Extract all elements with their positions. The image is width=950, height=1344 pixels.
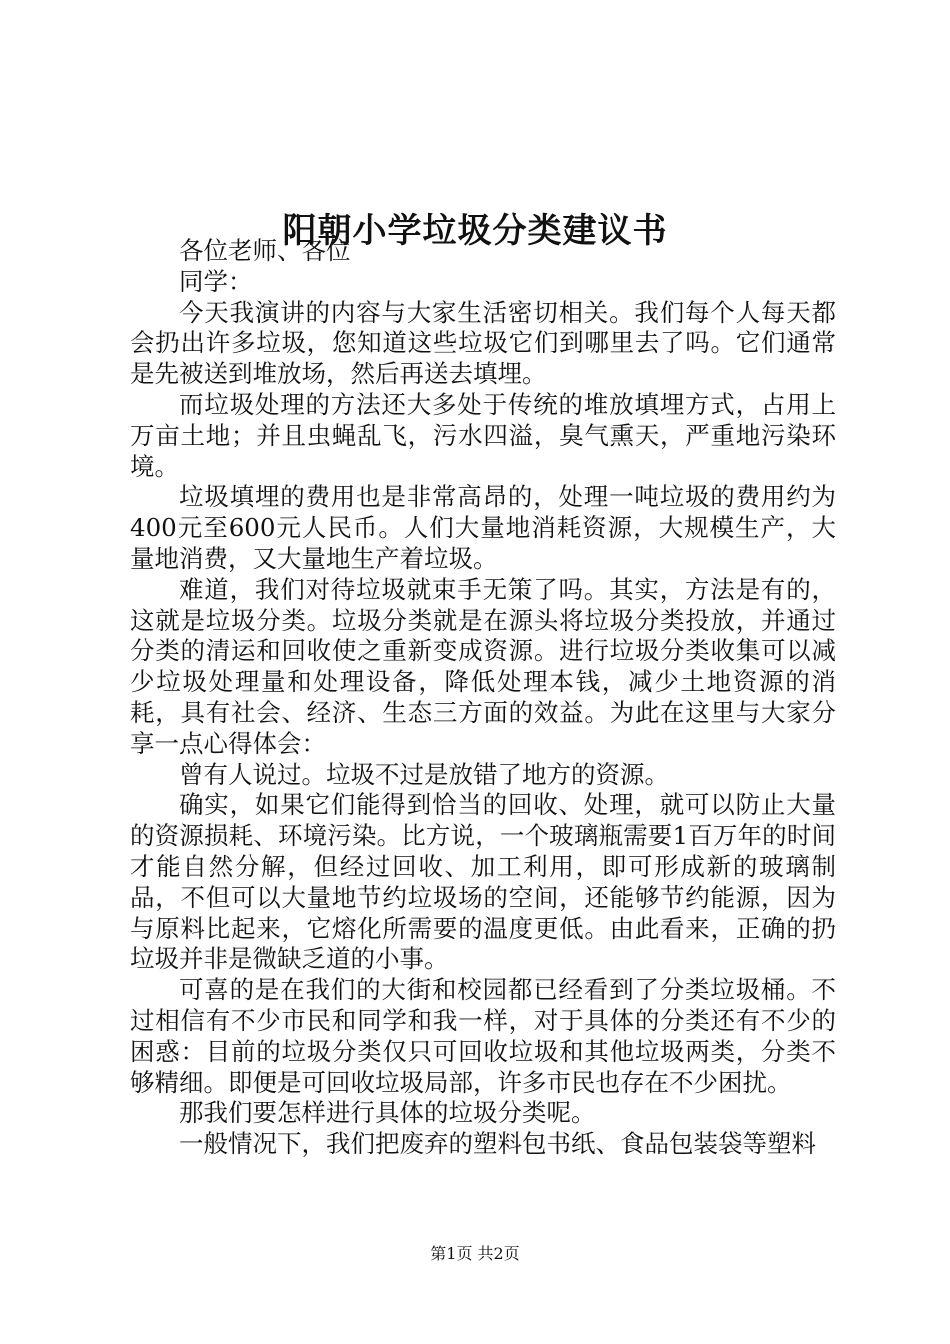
salutation-line-1: 各位老师、各位 xyxy=(179,236,351,265)
paragraph: 一般情况下，我们把废弃的塑料包书纸、食品包装袋等塑料 xyxy=(179,1129,816,1159)
document-title: 阳朝小学垃圾分类建议书 xyxy=(282,210,668,251)
paragraph: 今天我演讲的内容与大家生活密切相关。我们每个人每天都会扔出许多垃圾，您知道这些垃圾它们到哪里去了吗。它们通常是先被送到堆放场，然后再送去填埋。 xyxy=(130,297,836,389)
paragraph: 可喜的是在我们的大街和校园都已经看到了分类垃圾桶。不过相信有不少市民和同学和我一样，对于具体的分类还有不少的困惑：目前的垃圾分类仅只可回收垃圾和其他垃圾两类，分类不够精细。即便是可回收垃圾局部，许多市民也存在不少困扰。 xyxy=(130,975,836,1097)
paragraph: 垃圾填埋的费用也是非常高昂的，处理一吨垃圾的费用约为400元至600元人民币。人们大量地消耗资源，大规模生产，大量地消费，又大量地生产着垃圾。 xyxy=(130,482,836,573)
page-footer: 第1页 共2页 xyxy=(430,1244,520,1263)
paragraph: 那我们要怎样进行具体的垃圾分类呢。 xyxy=(179,1098,596,1128)
paragraph: 而垃圾处理的方法还大多处于传统的堆放填埋方式，占用上万亩土地；并且虫蝇乱飞，污水四溢，臭气熏天，严重地污染环境。 xyxy=(130,389,836,481)
paragraph: 确实，如果它们能得到恰当的回收、处理，就可以防止大量的资源损耗、环境污染。比方说，一个玻璃瓶需要1百万年的时间才能自然分解，但经过回收、加工利用，即可形成新的玻璃制品，不但可以大量地节约垃圾场的空间，还能够节约能源，因为与原料比起来，它熔化所需要的温度更低。由此看来，正确的扔垃圾并非是微缺乏道的小事。 xyxy=(130,790,836,974)
paragraph: 难道，我们对待垃圾就束手无策了吗。其实，方法是有的，这就是垃圾分类。垃圾分类就是在源头将垃圾分类投放，并通过分类的清运和回收使之重新变成资源。进行垃圾分类收集可以减少垃圾处理量和处理设备，降低处理本钱，减少土地资源的消耗，具有社会、经济、生态三方面的效益。为此在这里与大家分享一点心得体会： xyxy=(130,574,836,758)
salutation-line-2: 同学： xyxy=(179,266,253,296)
document-body xyxy=(130,236,836,1160)
paragraph: 曾有人说过。垃圾不过是放错了地方的资源。 xyxy=(179,759,669,789)
